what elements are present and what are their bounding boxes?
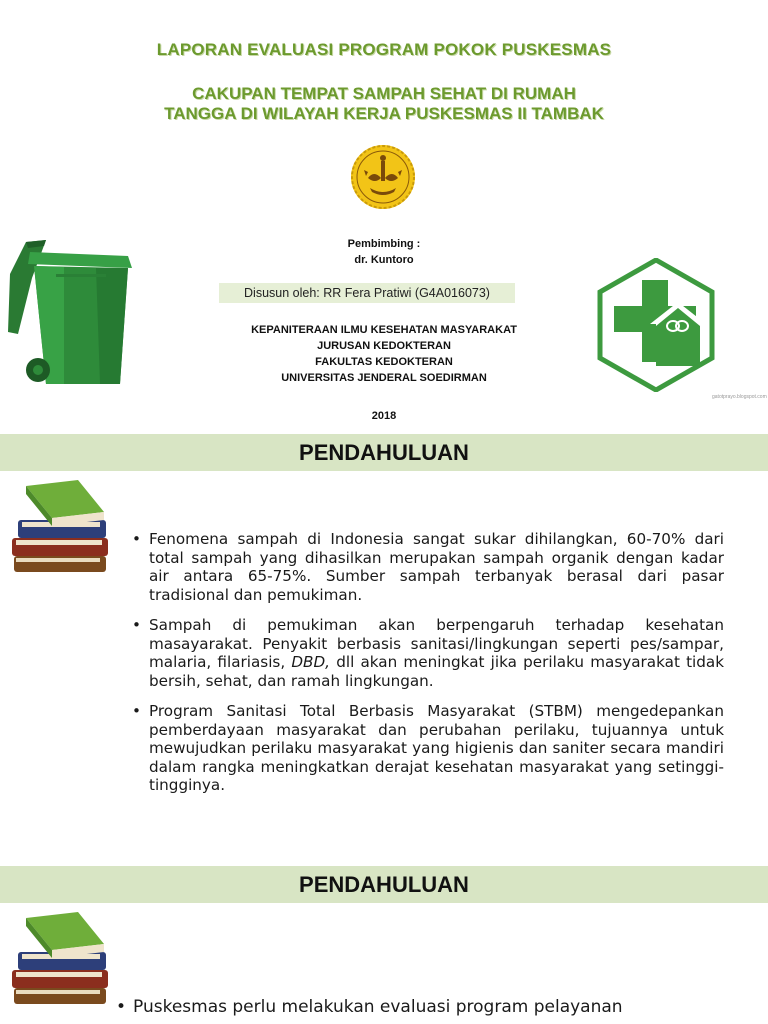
intro-slide-2 [0, 864, 768, 1024]
supervisor-label: Pembimbing : [347, 238, 421, 250]
title-slide [0, 0, 768, 432]
bullet-text-tail: dll akan meningkat jika perilaku masyarakat tidak bersih, sehat, dan ramah lingkungan. [149, 653, 725, 690]
author-box: Disusun oleh: RR Fera Pratiwi (G4A016073) [219, 283, 515, 303]
report-subtitle-line-1: CAKUPAN TEMPAT SAMPAH SEHAT DI RUMAH [192, 84, 576, 103]
university-seal-icon [350, 144, 416, 210]
bullet-item: • Fenomena sampah di Indonesia sangat sukar dihilangkan, 60-70% dari total sampah yang dihasilkan merupakan sampah organik dengan kadar air antara 65-75%. Sumber sampah terbanyak berasal dari pasar tradisional dan pemukiman. [132, 530, 724, 604]
report-subtitle-line-2: TANGGA DI WILAYAH KERJA PUSKESMAS II TAMBAK [164, 104, 604, 123]
faculty-line: KEPANITERAAN ILMU KESEHATAN MASYARAKAT [251, 324, 517, 336]
bullet-list [116, 998, 716, 1024]
trash-bin-image [4, 234, 134, 386]
report-year: 2018 [371, 410, 397, 422]
bullet-item: • Puskesmas perlu melakukan evaluasi program pelayanan [116, 998, 716, 1017]
puskesmas-logo [596, 258, 716, 392]
intro-slide-1 [0, 432, 768, 864]
bullet-text: Sampah di pemukiman akan berpengaruh terhadap kesehatan masayarakat. Penyakit berbasis sanitasi/lingkungan seperti pes/sampar, malaria, filariasis, [149, 616, 724, 671]
bullet-item: • Program Sanitasi Total Berbasis Masyarakat (STBM) mengedepankan pemberdayaan masyarakat dan perubahan perilaku, tujuannya untuk mewujudkan perilaku masyarakat yang higienis dan saniter secara mandiri dalam rangka meningkatkan derajat kesehatan masyarakat yang setinggi-tingginya. [132, 702, 724, 795]
logo-credit: gatotprayo.blogspot.com [712, 394, 767, 400]
faculty-line: UNIVERSITAS JENDERAL SOEDIRMAN [281, 372, 487, 384]
supervisor-name: dr. Kuntoro [354, 254, 414, 266]
bullet-item [132, 616, 724, 690]
books-stack-icon [8, 476, 112, 580]
report-title: LAPORAN EVALUASI PROGRAM POKOK PUSKESMAS [156, 40, 612, 59]
bullet-italic-term: DBD, [291, 653, 330, 671]
books-stack-icon [8, 908, 112, 1012]
bullet-list [132, 530, 724, 807]
section-heading: PENDAHULUAN [299, 440, 469, 465]
faculty-line: FAKULTAS KEDOKTERAN [315, 356, 453, 368]
report-subtitle [0, 84, 768, 124]
faculty-line: JURUSAN KEDOKTERAN [317, 340, 451, 352]
section-heading: PENDAHULUAN [299, 872, 469, 897]
